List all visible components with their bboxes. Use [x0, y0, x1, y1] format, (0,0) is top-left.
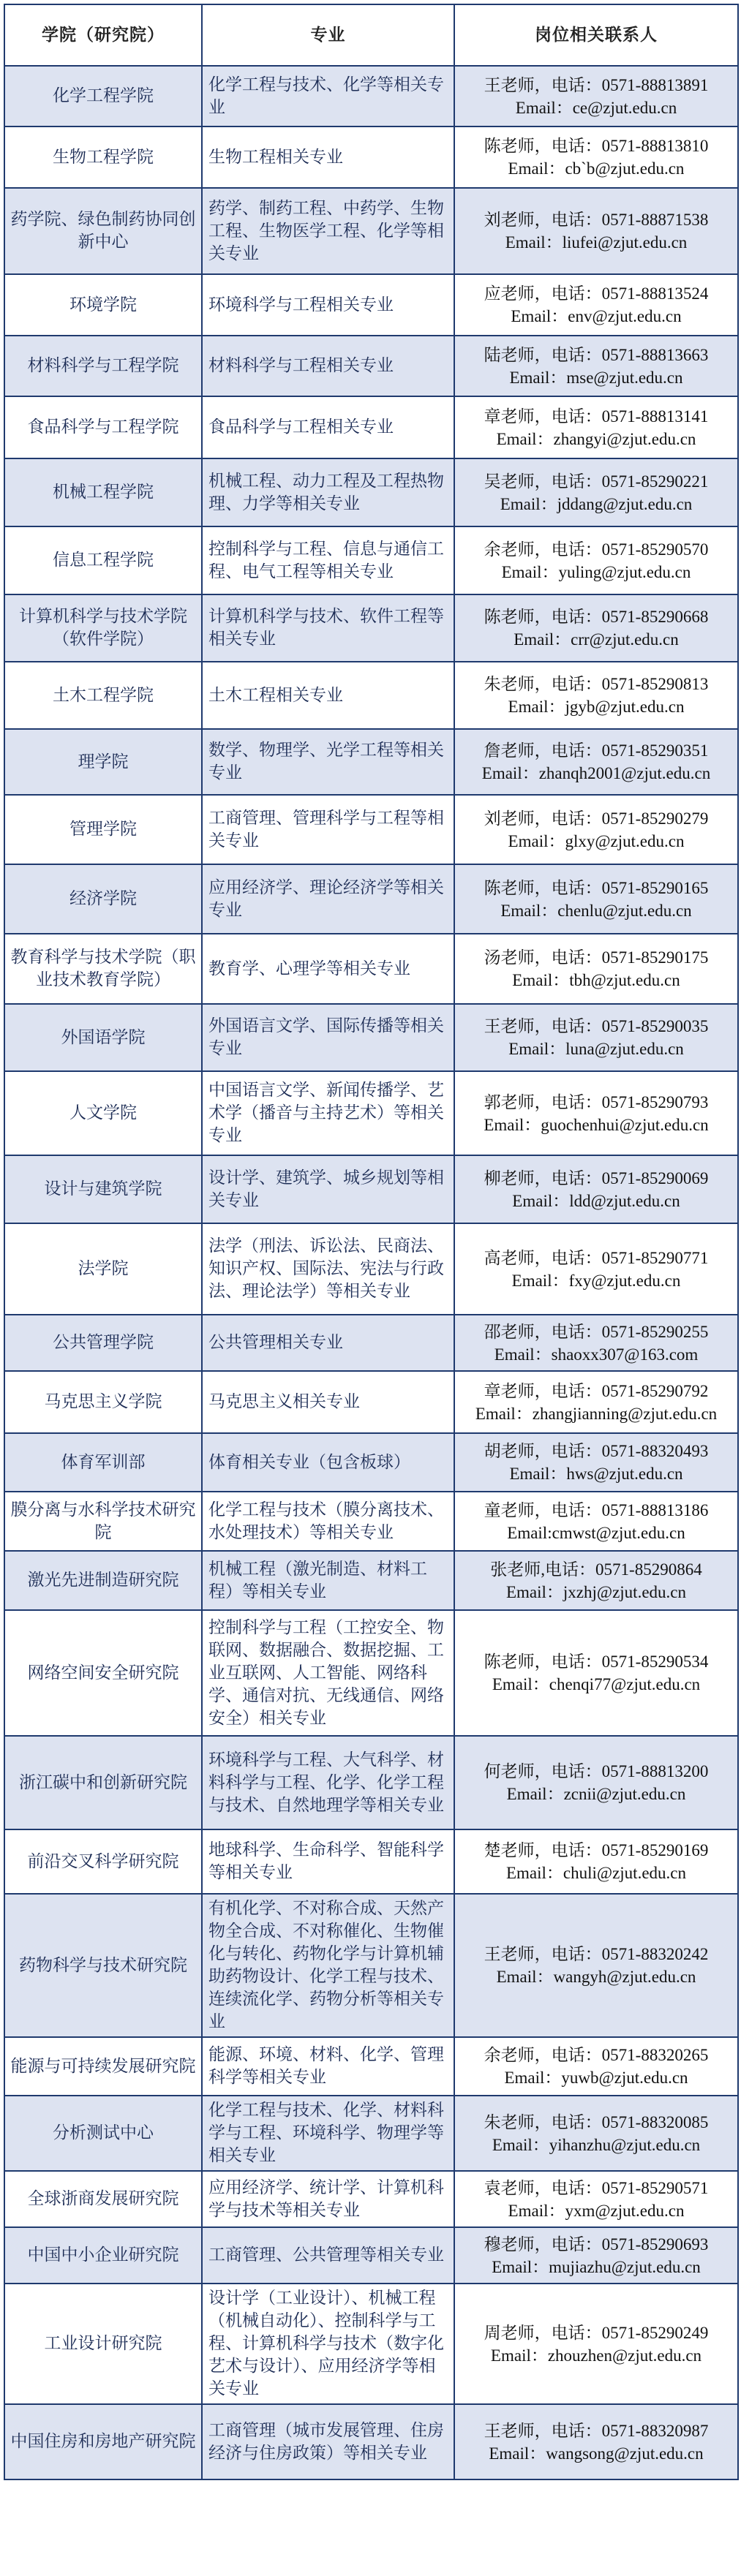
contact-email: Email：yuling@zjut.edu.cn [501, 562, 691, 581]
recruitment-contact-table [4, 4, 739, 2480]
table-row [4, 526, 738, 594]
major-cell: 地球科学、生命科学、智能科学等相关专业 [202, 1829, 454, 1894]
major-cell: 环境科学与工程相关专业 [202, 274, 454, 336]
college-cell: 管理学院 [4, 795, 202, 864]
table-row [4, 864, 738, 934]
contact-email: Email：hws@zjut.edu.cn [509, 1465, 683, 1483]
contact-cell [454, 1315, 738, 1371]
contact-email: Email：ldd@zjut.edu.cn [512, 1191, 680, 1210]
contact-email: Email：jddang@zjut.edu.cn [500, 494, 693, 513]
contact-email: Email：ce@zjut.edu.cn [515, 98, 677, 117]
college-cell: 理学院 [4, 729, 202, 795]
major-cell: 材料科学与工程相关专业 [202, 336, 454, 396]
table-row [4, 2096, 738, 2171]
major-cell: 生物工程相关专业 [202, 126, 454, 188]
contact-name-phone: 陈老师，电话：0571-85290165 [484, 878, 709, 897]
table-row [4, 1315, 738, 1371]
contact-email: Email：zhanqh2001@zjut.edu.cn [481, 764, 711, 782]
table-row [4, 2171, 738, 2227]
table-row [4, 66, 738, 126]
contact-cell [454, 1610, 738, 1736]
contact-name-phone: 童老师，电话：0571-88813186 [484, 1500, 709, 1519]
college-cell: 环境学院 [4, 274, 202, 336]
contact-name-phone: 应老师，电话：0571-88813524 [484, 284, 709, 303]
major-cell: 应用经济学、统计学、计算机科学与技术等相关专业 [202, 2171, 454, 2227]
table-row [4, 2037, 738, 2096]
contact-name-phone: 陈老师，电话：0571-88813810 [484, 137, 709, 155]
major-cell: 机械工程（激光制造、材料工程）等相关专业 [202, 1551, 454, 1610]
contact-email: Email：wangsong@zjut.edu.cn [489, 2444, 704, 2463]
contact-email: Email：guochenhui@zjut.edu.cn [484, 1115, 709, 1134]
college-cell: 材料科学与工程学院 [4, 336, 202, 396]
contact-email: Email：jgyb@zjut.edu.cn [508, 698, 685, 716]
contact-cell [454, 594, 738, 662]
contact-name-phone: 王老师，电话：0571-88320242 [484, 1945, 709, 1963]
major-cell: 机械工程、动力工程及工程热物理、力学等相关专业 [202, 458, 454, 526]
major-cell: 环境科学与工程、大气科学、材料科学与工程、化学、化学工程与技术、自然地理学等相关专业 [202, 1736, 454, 1829]
contact-name-phone: 余老师，电话：0571-88320265 [484, 2046, 709, 2064]
contact-cell [454, 126, 738, 188]
major-cell: 外国语言文学、国际传播等相关专业 [202, 1004, 454, 1071]
contact-name-phone: 周老师，电话：0571-85290249 [484, 2323, 709, 2342]
contact-name-phone: 刘老师，电话：0571-88871538 [484, 211, 709, 229]
college-cell: 工业设计研究院 [4, 2284, 202, 2404]
major-cell: 马克思主义相关专业 [202, 1371, 454, 1433]
college-cell: 膜分离与水科学技术研究院 [4, 1492, 202, 1551]
contact-email: Email：crr@zjut.edu.cn [514, 630, 679, 649]
header-contact: 岗位相关联系人 [454, 4, 738, 66]
contact-cell [454, 662, 738, 729]
contact-name-phone: 汤老师，电话：0571-85290175 [484, 948, 709, 967]
contact-cell [454, 934, 738, 1004]
college-cell: 药学院、绿色制药协同创新中心 [4, 188, 202, 274]
table-row [4, 594, 738, 662]
major-cell: 药学、制药工程、中药学、生物工程、生物医学工程、化学等相关专业 [202, 188, 454, 274]
contact-name-phone: 陈老师，电话：0571-85290668 [484, 608, 709, 626]
contact-name-phone: 袁老师，电话：0571-85290571 [484, 2178, 709, 2197]
contact-email: Email：liufei@zjut.edu.cn [505, 233, 688, 252]
college-cell: 教育科学与技术学院（职业技术教育学院） [4, 934, 202, 1004]
major-cell: 设计学、建筑学、城乡规划等相关专业 [202, 1155, 454, 1223]
college-cell: 激光先进制造研究院 [4, 1551, 202, 1610]
contact-name-phone: 吴老师，电话：0571-85290221 [484, 472, 709, 491]
contact-cell [454, 396, 738, 458]
contact-email: Email：fxy@zjut.edu.cn [511, 1271, 681, 1290]
contact-email: Email：zhangyi@zjut.edu.cn [496, 429, 696, 448]
contact-email: Email：yuwb@zjut.edu.cn [504, 2069, 688, 2087]
contact-name-phone: 朱老师，电话：0571-88320085 [484, 2112, 709, 2131]
major-cell: 公共管理相关专业 [202, 1315, 454, 1371]
college-cell: 计算机科学与技术学院（软件学院） [4, 594, 202, 662]
table-row [4, 1551, 738, 1610]
major-cell: 应用经济学、理论经济学等相关专业 [202, 864, 454, 934]
contact-name-phone: 张老师,电话：0571-85290864 [490, 1560, 702, 1579]
contact-cell [454, 1433, 738, 1492]
college-cell: 中国住房和房地产研究院 [4, 2404, 202, 2479]
table-row [4, 1223, 738, 1315]
contact-name-phone: 王老师，电话：0571-88813891 [484, 75, 709, 94]
contact-name-phone: 楚老师，电话：0571-85290169 [484, 1841, 709, 1859]
major-cell: 工商管理、管理科学与工程等相关专业 [202, 795, 454, 864]
table-row [4, 1610, 738, 1736]
contact-name-phone: 朱老师，电话：0571-85290813 [484, 675, 709, 693]
major-cell: 食品科学与工程相关专业 [202, 396, 454, 458]
college-cell: 人文学院 [4, 1071, 202, 1155]
college-cell: 生物工程学院 [4, 126, 202, 188]
college-cell: 机械工程学院 [4, 458, 202, 526]
contact-cell [454, 2227, 738, 2284]
contact-cell [454, 795, 738, 864]
contact-email: Email：shaoxx307@163.com [494, 1345, 699, 1364]
table-row [4, 795, 738, 864]
college-cell: 外国语学院 [4, 1004, 202, 1071]
college-cell: 土木工程学院 [4, 662, 202, 729]
contact-cell [454, 2404, 738, 2479]
table-row [4, 1071, 738, 1155]
contact-cell [454, 188, 738, 274]
major-cell: 化学工程与技术、化学等相关专业 [202, 66, 454, 126]
contact-email: Email：cb`b@zjut.edu.cn [508, 159, 685, 178]
major-cell: 设计学（工业设计）、机械工程（机械自动化）、控制科学与工程、计算机科学与技术（数字化艺术与设计）、应用经济学等相关专业 [202, 2284, 454, 2404]
college-cell: 浙江碳中和创新研究院 [4, 1736, 202, 1829]
contact-cell [454, 458, 738, 526]
college-cell: 全球浙商发展研究院 [4, 2171, 202, 2227]
contact-email: Email：yihanzhu@zjut.edu.cn [492, 2135, 701, 2154]
major-cell: 教育学、心理学等相关专业 [202, 934, 454, 1004]
contact-cell [454, 1551, 738, 1610]
college-cell: 分析测试中心 [4, 2096, 202, 2171]
major-cell: 控制科学与工程、信息与通信工程、电气工程等相关专业 [202, 526, 454, 594]
contact-email: Email:cmwst@zjut.edu.cn [507, 1523, 685, 1542]
major-cell: 中国语言文学、新闻传播学、艺术学（播音与主持艺术）等相关专业 [202, 1071, 454, 1155]
contact-name-phone: 詹老师，电话：0571-85290351 [484, 741, 709, 760]
college-cell: 马克思主义学院 [4, 1371, 202, 1433]
major-cell: 法学（刑法、诉讼法、民商法、知识产权、国际法、宪法与行政法、理论法学）等相关专业 [202, 1223, 454, 1315]
college-cell: 中国中小企业研究院 [4, 2227, 202, 2284]
contact-cell [454, 2096, 738, 2171]
contact-email: Email：jxzhj@zjut.edu.cn [505, 1582, 686, 1601]
contact-cell [454, 2171, 738, 2227]
contact-cell [454, 2284, 738, 2404]
major-cell: 控制科学与工程（工控安全、物联网、数据融合、数据挖掘、工业互联网、人工智能、网络科学、通信对抗、无线通信、网络安全）相关专业 [202, 1610, 454, 1736]
college-cell: 能源与可持续发展研究院 [4, 2037, 202, 2096]
college-cell: 体育军训部 [4, 1433, 202, 1492]
contact-name-phone: 何老师，电话：0571-88813200 [484, 1762, 709, 1780]
table-row [4, 188, 738, 274]
contact-email: Email：zhouzhen@zjut.edu.cn [490, 2346, 702, 2365]
contact-cell [454, 1492, 738, 1551]
table-row [4, 396, 738, 458]
contact-cell [454, 1223, 738, 1315]
contact-name-phone: 王老师，电话：0571-88320987 [484, 2421, 709, 2440]
major-cell: 数学、物理学、光学工程等相关专业 [202, 729, 454, 795]
contact-email: Email：env@zjut.edu.cn [511, 307, 682, 325]
table-row [4, 1829, 738, 1894]
contact-name-phone: 余老师，电话：0571-85290570 [484, 540, 709, 559]
college-cell: 设计与建筑学院 [4, 1155, 202, 1223]
major-cell: 能源、环境、材料、化学、管理科学等相关专业 [202, 2037, 454, 2096]
table-row [4, 2284, 738, 2404]
contact-cell [454, 2037, 738, 2096]
contact-name-phone: 胡老师，电话：0571-88320493 [484, 1442, 709, 1460]
header-college: 学院（研究院） [4, 4, 202, 66]
table-row [4, 729, 738, 795]
contact-name-phone: 穆老师，电话：0571-85290693 [484, 2235, 709, 2254]
contact-name-phone: 王老师，电话：0571-85290035 [484, 1017, 709, 1035]
table-header-row [4, 4, 738, 66]
contact-email: Email：mujiazhu@zjut.edu.cn [492, 2257, 701, 2276]
major-cell: 工商管理（城市发展管理、住房经济与住房政策）等相关专业 [202, 2404, 454, 2479]
table-row [4, 1004, 738, 1071]
contact-email: Email：tbh@zjut.edu.cn [512, 971, 680, 989]
major-cell: 化学工程与技术（膜分离技术、水处理技术）等相关专业 [202, 1492, 454, 1551]
contact-cell [454, 1736, 738, 1829]
contact-cell [454, 729, 738, 795]
major-cell: 工商管理、公共管理等相关专业 [202, 2227, 454, 2284]
contact-cell [454, 864, 738, 934]
contact-name-phone: 刘老师，电话：0571-85290279 [484, 809, 709, 828]
contact-cell [454, 1829, 738, 1894]
header-major: 专业 [202, 4, 454, 66]
contact-cell [454, 1371, 738, 1433]
contact-email: Email：mse@zjut.edu.cn [509, 368, 683, 387]
contact-email: Email：chenlu@zjut.edu.cn [500, 901, 692, 920]
contact-cell [454, 526, 738, 594]
table-row [4, 336, 738, 396]
contact-email: Email：yxm@zjut.edu.cn [508, 2201, 685, 2220]
college-cell: 网络空间安全研究院 [4, 1610, 202, 1736]
table-row [4, 2404, 738, 2479]
contact-cell [454, 336, 738, 396]
college-cell: 化学工程学院 [4, 66, 202, 126]
contact-name-phone: 邵老师，电话：0571-85290255 [484, 1322, 709, 1341]
contact-email: Email：luna@zjut.edu.cn [508, 1040, 684, 1058]
major-cell: 有机化学、不对称合成、天然产物全合成、不对称催化、生物催化与转化、药物化学与计算机辅助药物设计、化学工程与技术、连续流化学、药物分析等相关专业 [202, 1894, 454, 2037]
college-cell: 食品科学与工程学院 [4, 396, 202, 458]
table-row [4, 458, 738, 526]
major-cell: 体育相关专业（包含板球） [202, 1433, 454, 1492]
contact-name-phone: 陈老师，电话：0571-85290534 [484, 1653, 709, 1671]
college-cell: 前沿交叉科学研究院 [4, 1829, 202, 1894]
table-row [4, 2227, 738, 2284]
major-cell: 计算机科学与技术、软件工程等相关专业 [202, 594, 454, 662]
major-cell: 土木工程相关专业 [202, 662, 454, 729]
contact-email: Email：glxy@zjut.edu.cn [508, 831, 685, 850]
table-row [4, 1155, 738, 1223]
contact-name-phone: 郭老师，电话：0571-85290793 [484, 1092, 709, 1111]
table-row [4, 1894, 738, 2037]
table-row [4, 1492, 738, 1551]
contact-cell [454, 1004, 738, 1071]
contact-email: Email：zhangjianning@zjut.edu.cn [475, 1404, 718, 1423]
contact-cell [454, 66, 738, 126]
contact-name-phone: 章老师，电话：0571-85290792 [484, 1381, 709, 1400]
contact-cell [454, 274, 738, 336]
contact-cell [454, 1071, 738, 1155]
table-row [4, 934, 738, 1004]
table-row [4, 126, 738, 188]
contact-email: Email：chenqi77@zjut.edu.cn [492, 1675, 701, 1693]
table-row [4, 274, 738, 336]
contact-cell [454, 1155, 738, 1223]
major-cell: 化学工程与技术、化学、材料科学与工程、环境科学、物理学等相关专业 [202, 2096, 454, 2171]
table-row [4, 662, 738, 729]
contact-email: Email：wangyh@zjut.edu.cn [496, 1968, 696, 1986]
contact-name-phone: 陆老师，电话：0571-88813663 [484, 345, 709, 364]
table-row [4, 1371, 738, 1433]
college-cell: 药物科学与技术研究院 [4, 1894, 202, 2037]
college-cell: 法学院 [4, 1223, 202, 1315]
college-cell: 公共管理学院 [4, 1315, 202, 1371]
contact-email: Email：zcnii@zjut.edu.cn [506, 1785, 686, 1803]
college-cell: 信息工程学院 [4, 526, 202, 594]
table-row [4, 1736, 738, 1829]
contact-cell [454, 1894, 738, 2037]
contact-email: Email：chuli@zjut.edu.cn [505, 1864, 686, 1882]
contact-name-phone: 高老师，电话：0571-85290771 [484, 1248, 709, 1267]
college-cell: 经济学院 [4, 864, 202, 934]
table-row [4, 1433, 738, 1492]
contact-name-phone: 章老师，电话：0571-88813141 [484, 407, 709, 426]
contact-name-phone: 柳老师，电话：0571-85290069 [484, 1168, 709, 1187]
